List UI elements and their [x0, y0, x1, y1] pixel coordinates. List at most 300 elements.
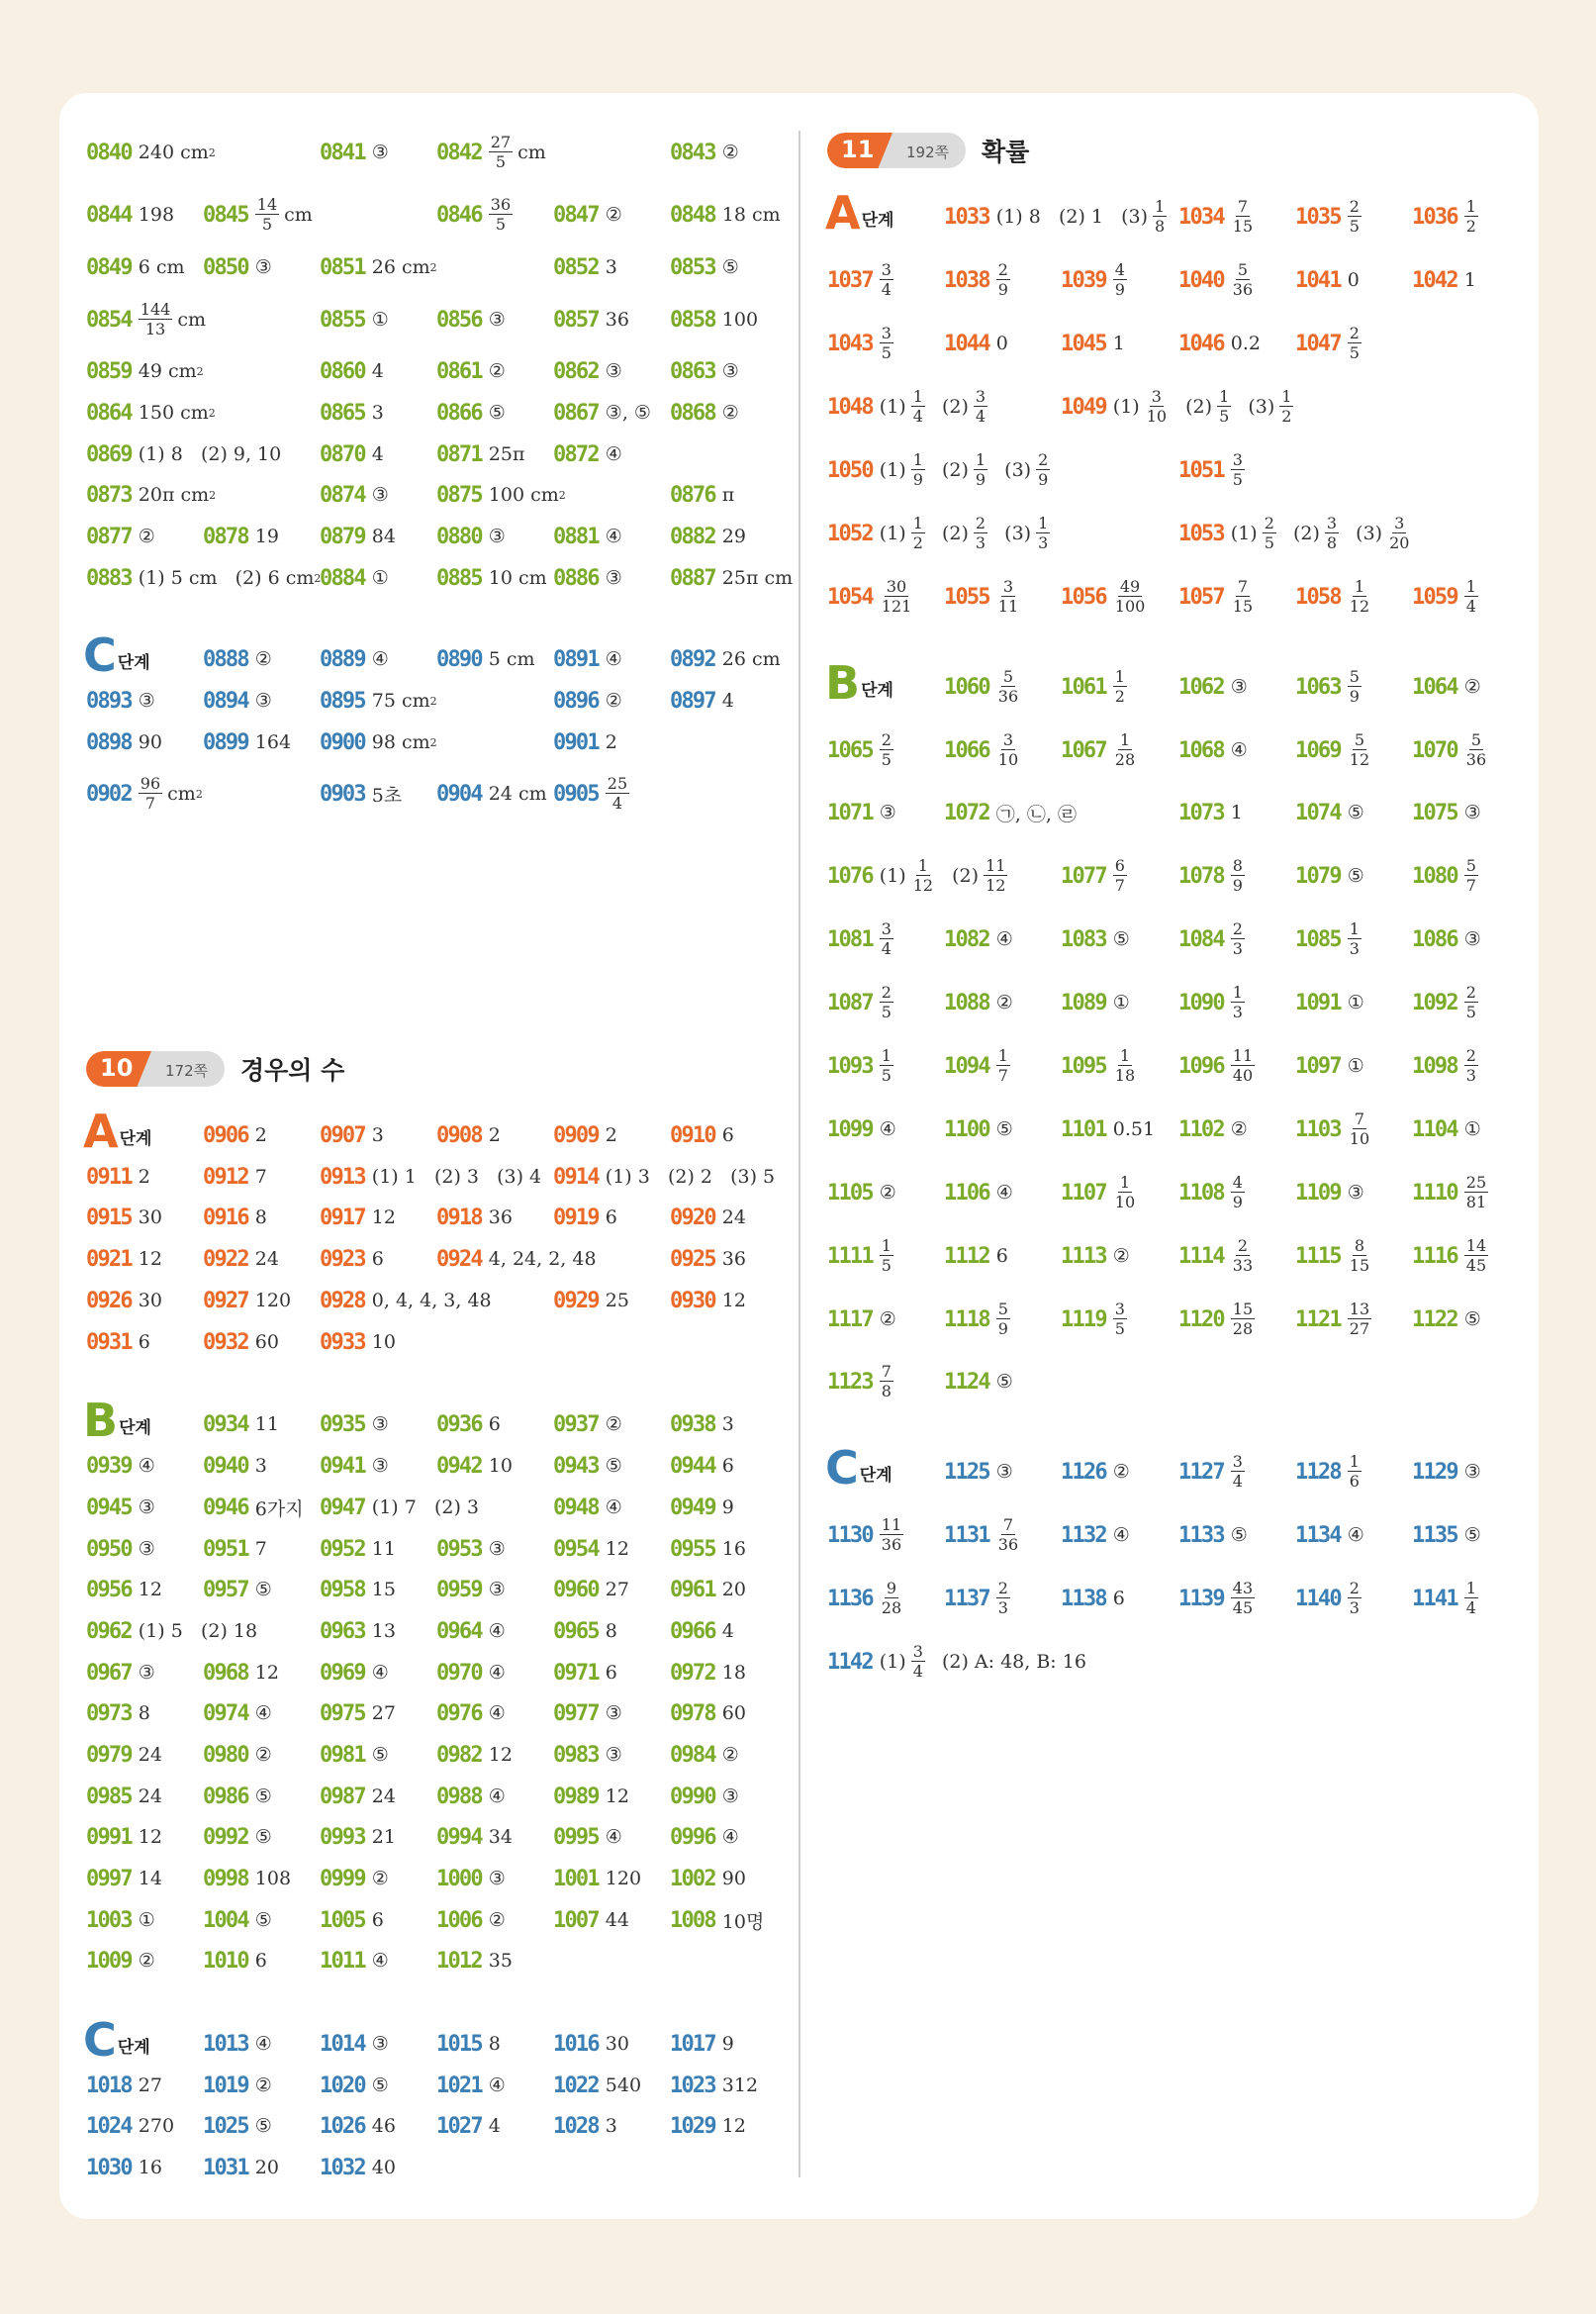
answer-1069	[1295, 730, 1371, 770]
answer-0965	[553, 1611, 617, 1651]
answer-text: ②	[1230, 1118, 1248, 1140]
fraction	[880, 1238, 893, 1274]
fraction-denominator: 27	[1349, 1319, 1370, 1338]
answer-number: 0913	[320, 1164, 365, 1190]
answer-number: 1015	[436, 2031, 482, 2057]
answer-1076	[827, 856, 1007, 896]
answer-value	[372, 731, 437, 753]
answer-text: 3	[254, 1455, 267, 1477]
answer-text: 18 cm	[721, 204, 781, 226]
answer-number: 0996	[670, 1824, 715, 1850]
fraction-numerator: 15	[1232, 1300, 1254, 1318]
answer-number: 1000	[436, 1866, 482, 1891]
answer-number: 0930	[670, 1288, 715, 1313]
answer-text: ③	[995, 1461, 1013, 1483]
answer-number: 0951	[203, 1536, 248, 1562]
answer-1125	[944, 1452, 1013, 1492]
answer-value	[139, 776, 203, 812]
answer-value	[489, 567, 547, 589]
answer-text: 3	[371, 1124, 384, 1146]
answer-text: 24	[254, 1248, 279, 1270]
answer-value	[880, 579, 914, 615]
fraction-denominator: 5	[495, 152, 507, 171]
answer-1036	[1412, 197, 1478, 237]
answer-number: 1068	[1178, 737, 1224, 763]
answer-number: 1094	[944, 1053, 989, 1079]
fraction-numerator: 1	[1232, 983, 1243, 1002]
answer-0907	[320, 1115, 384, 1155]
answer-value	[1348, 1111, 1371, 1147]
answer-0981	[320, 1735, 389, 1775]
answer-text: 164	[254, 731, 292, 753]
answer-value	[1464, 676, 1481, 698]
answer-value	[372, 1868, 389, 1889]
fraction	[1231, 1581, 1255, 1616]
answer-value	[880, 262, 893, 298]
answer-1044	[944, 324, 1008, 363]
answer-0955	[670, 1529, 746, 1569]
answer-0919	[553, 1198, 617, 1237]
answer-number: 1096	[1178, 1053, 1224, 1079]
answer-number: 1138	[1061, 1586, 1106, 1611]
answer-number: 0926	[86, 1288, 132, 1313]
answer-0927	[203, 1281, 291, 1320]
fraction	[1113, 669, 1127, 705]
answer-1045	[1061, 324, 1125, 363]
answer-number: 1118	[944, 1306, 989, 1332]
fraction-denominator: 45	[1232, 1598, 1254, 1617]
answer-number: 0977	[553, 1700, 599, 1726]
answer-value	[1113, 1175, 1137, 1210]
answer-text: 5 cm	[488, 648, 535, 670]
answer-0958	[320, 1570, 396, 1609]
answer-number: 0972	[670, 1660, 715, 1686]
answer-number: 0939	[86, 1453, 132, 1479]
fraction	[1113, 1048, 1137, 1084]
answer-0960	[553, 1570, 629, 1609]
answer-value	[722, 309, 758, 331]
answer-value	[722, 402, 739, 424]
fraction	[1231, 1302, 1255, 1337]
answer-value	[1231, 516, 1412, 551]
answer-number: 1008	[670, 1907, 715, 1933]
answer-number: 0985	[86, 1784, 132, 1809]
answer-value	[880, 1118, 896, 1140]
fraction-numerator: 5	[1465, 856, 1476, 875]
answer-value	[372, 1950, 389, 1972]
answer-0884	[320, 558, 389, 598]
answer-0973	[86, 1693, 150, 1733]
answer-0997	[86, 1859, 162, 1898]
answer-0889	[320, 639, 389, 679]
answer-number: 1024	[86, 2113, 132, 2139]
answer-number: 1082	[944, 926, 989, 952]
answer-number: 0901	[553, 729, 599, 755]
answer-value	[1113, 858, 1127, 894]
answer-1013	[203, 2024, 272, 2064]
answer-text: 24	[138, 1785, 162, 1807]
answer-text: 10	[488, 1455, 513, 1477]
answer-value	[1231, 452, 1245, 488]
answer-number: 1027	[436, 2113, 482, 2139]
answer-value	[996, 1517, 1020, 1553]
answer-number: 1055	[944, 584, 989, 610]
answer-value	[372, 1909, 384, 1931]
answer-1053	[1178, 514, 1411, 553]
answer-text: ④	[488, 1662, 506, 1684]
fraction-numerator: 1	[912, 450, 923, 469]
answer-number: 1016	[553, 2031, 599, 2057]
fraction-numerator: 1	[1465, 1579, 1476, 1597]
fraction-numerator: 3	[1151, 387, 1162, 406]
answer-0949	[670, 1488, 734, 1527]
answer-text: 12	[721, 2115, 746, 2137]
answer-value	[1113, 1588, 1125, 1609]
fraction-denominator: 3	[1349, 1598, 1360, 1617]
answer-1096	[1178, 1046, 1255, 1086]
answer-text: 6	[254, 1950, 267, 1972]
answer-number: 1124	[944, 1369, 989, 1395]
answer-value	[1464, 1461, 1481, 1483]
answer-value	[1231, 262, 1255, 298]
answer-value	[489, 1455, 513, 1477]
answer-text: ④	[138, 1455, 155, 1477]
answer-number: 0889	[320, 646, 365, 672]
answer-number: 1060	[944, 674, 989, 700]
answer-0878	[203, 517, 279, 556]
answer-1002	[670, 1859, 746, 1898]
fraction-denominator: 3	[1465, 1066, 1476, 1085]
answer-text: ③	[138, 690, 155, 712]
answer-value	[255, 2074, 272, 2096]
answer-0943	[553, 1446, 622, 1486]
answer-text: ④	[254, 2033, 272, 2055]
fraction-numerator: 8	[1232, 856, 1243, 875]
fraction-denominator: 20	[1389, 533, 1410, 552]
answer-number: 1007	[553, 1907, 599, 1933]
fraction	[1231, 199, 1255, 235]
answer-1000	[436, 1859, 506, 1898]
answer-1038	[944, 260, 1010, 300]
fraction-numerator: 2	[997, 1579, 1008, 1597]
answer-value	[139, 1496, 155, 1518]
answer-text: ④	[371, 648, 389, 670]
answer-value	[489, 360, 506, 382]
answer-1029	[670, 2106, 746, 2146]
fraction-denominator: 45	[1465, 1256, 1487, 1275]
answer-value	[489, 2115, 501, 2137]
answer-value	[372, 2074, 389, 2096]
stage-c-letter: C	[825, 1441, 859, 1494]
answer-value	[139, 1744, 162, 1766]
answer-value	[996, 800, 1077, 826]
answer-number: 0856	[436, 307, 482, 333]
answer-text: 16	[138, 2157, 162, 2178]
answer-0912	[203, 1157, 267, 1197]
answer-text: 8	[138, 1702, 150, 1724]
fraction	[984, 858, 1007, 894]
fraction	[1348, 579, 1371, 615]
fraction	[911, 452, 925, 488]
answer-text: ③	[879, 802, 896, 823]
answer-value	[1464, 1048, 1478, 1084]
fraction-numerator: 9	[886, 1579, 897, 1597]
answer-1116	[1412, 1236, 1488, 1276]
fraction	[1231, 1175, 1245, 1210]
answer-number: 0988	[436, 1784, 482, 1809]
answer-value	[139, 1826, 162, 1848]
fraction	[911, 858, 935, 894]
answer-value	[880, 1308, 896, 1330]
answer-number: 0845	[203, 202, 248, 228]
answer-value	[1231, 921, 1245, 957]
answer-value	[1231, 1524, 1248, 1546]
answer-value	[139, 1579, 162, 1600]
answer-0862	[553, 351, 622, 391]
answer-value	[255, 648, 272, 670]
answer-value	[606, 360, 622, 382]
answer-value	[722, 1206, 746, 1228]
answer-value	[722, 690, 734, 712]
answer-text: 8	[488, 2033, 501, 2055]
answer-number: 0965	[553, 1618, 599, 1644]
answer-text: 6	[995, 1245, 1008, 1267]
answer-value	[880, 1048, 893, 1084]
fraction-numerator: 3	[881, 324, 892, 342]
answer-value	[606, 1909, 629, 1931]
answer-value	[606, 1290, 629, 1311]
fraction-denominator: 5	[1465, 1003, 1476, 1021]
answer-text: ③	[1463, 802, 1481, 823]
answer-0893	[86, 681, 155, 721]
answer-number: 0915	[86, 1205, 132, 1230]
answer-value	[606, 309, 629, 331]
answer-0897	[670, 681, 734, 721]
answer-0968	[203, 1653, 279, 1692]
answer-text: ④	[1112, 1524, 1130, 1546]
answer-0966	[670, 1611, 734, 1651]
answer-number: 1035	[1295, 204, 1341, 230]
answer-value	[1113, 262, 1127, 298]
answer-text: cm	[177, 309, 206, 331]
stage-c-letter: C	[83, 628, 117, 682]
answer-0843	[670, 133, 739, 172]
answer-value	[372, 402, 384, 424]
answer-text: ②	[1463, 676, 1481, 698]
answer-number: 1078	[1178, 863, 1224, 889]
answer-text: ③	[371, 142, 389, 163]
answer-value	[139, 1331, 150, 1353]
fraction	[1348, 732, 1371, 768]
answer-value	[606, 1702, 622, 1724]
answer-1140	[1295, 1579, 1361, 1618]
answer-text: ③	[371, 484, 389, 506]
answer-0909	[553, 1115, 617, 1155]
fraction-denominator: 4	[1232, 1472, 1243, 1491]
answer-value	[489, 1826, 513, 1848]
fraction-numerator: 2	[997, 260, 1008, 279]
answer-0918	[436, 1198, 513, 1237]
answer-text: (2)	[940, 865, 980, 887]
answer-0925	[670, 1239, 746, 1279]
answer-number: 0858	[670, 307, 715, 333]
answer-value	[880, 1517, 903, 1553]
answer-0900	[320, 723, 437, 762]
answer-text: 0.2	[1230, 333, 1261, 354]
answer-0853	[670, 247, 739, 287]
fraction	[880, 985, 893, 1020]
fraction-denominator: 12	[1349, 597, 1370, 616]
fraction-denominator: 7	[144, 794, 156, 813]
answer-number: 0865	[320, 400, 365, 426]
fraction	[1348, 921, 1361, 957]
answer-1122	[1412, 1300, 1481, 1339]
answer-value	[722, 1579, 746, 1600]
answer-number: 0954	[553, 1536, 599, 1562]
answer-number: 1103	[1295, 1116, 1341, 1142]
fraction	[880, 921, 893, 957]
answer-value	[606, 1744, 622, 1766]
answer-number: 1047	[1295, 331, 1341, 356]
answer-0979	[86, 1735, 162, 1775]
answer-0920	[670, 1198, 746, 1237]
answer-value	[255, 1248, 279, 1270]
fraction-numerator: 3	[881, 919, 892, 938]
fraction-numerator: 2	[1264, 514, 1274, 532]
answer-0906	[203, 1115, 267, 1155]
answer-number: 1101	[1061, 1116, 1106, 1142]
answer-value	[372, 1744, 389, 1766]
answer-value	[1464, 802, 1481, 823]
answer-text: ④	[488, 1785, 506, 1807]
fraction	[1325, 516, 1339, 551]
fraction-denominator: 100	[1114, 597, 1146, 616]
fraction	[1231, 1048, 1255, 1084]
fraction-denominator: 9	[1114, 280, 1125, 299]
answer-text: ⑤	[1112, 928, 1130, 950]
answer-number: 1102	[1178, 1116, 1224, 1142]
answer-value	[1464, 1175, 1488, 1210]
answer-text: ⑤	[371, 1744, 389, 1766]
answer-number: 0929	[553, 1288, 599, 1313]
answer-1012	[436, 1941, 513, 1980]
fraction	[996, 262, 1010, 298]
answer-text: ⑤	[254, 1826, 272, 1848]
answer-0876	[670, 475, 734, 515]
answer-0990	[670, 1777, 739, 1816]
answer-text: 1	[1463, 269, 1476, 291]
answer-value	[489, 1124, 501, 1146]
answer-1035	[1295, 197, 1361, 237]
answer-1063	[1295, 667, 1361, 707]
answer-value	[489, 1744, 513, 1766]
answer-number: 1003	[86, 1907, 132, 1933]
answer-value	[139, 1950, 155, 1972]
answer-value	[1348, 1055, 1364, 1077]
fraction	[880, 1364, 893, 1399]
answer-value	[880, 921, 893, 957]
answer-value	[1113, 1048, 1137, 1084]
answer-text: 36	[488, 1206, 513, 1228]
answer-text: ④	[605, 443, 622, 465]
fraction-denominator: 3	[1038, 533, 1049, 552]
answer-value	[880, 1364, 893, 1399]
answer-value	[1113, 992, 1130, 1013]
answer-value	[722, 484, 735, 506]
fraction	[1113, 579, 1148, 615]
answer-number: 0940	[203, 1453, 248, 1479]
answer-number: 1076	[827, 863, 873, 889]
answer-number: 0938	[670, 1411, 715, 1437]
answer-text: 10 cm	[488, 567, 547, 589]
answer-0986	[203, 1777, 272, 1816]
answer-1104	[1412, 1109, 1481, 1149]
answer-text: ①	[1347, 1055, 1364, 1077]
answer-number: 0905	[553, 781, 599, 807]
fraction-numerator: 96	[140, 774, 161, 793]
answer-text: ②	[879, 1308, 896, 1330]
answer-1133	[1178, 1515, 1248, 1555]
answer-1087	[827, 983, 893, 1022]
fraction	[1348, 199, 1361, 235]
answer-text: ⑤	[605, 1455, 622, 1477]
answer-text: ④	[879, 1118, 896, 1140]
answer-number: 1131	[944, 1522, 989, 1548]
answer-number: 0973	[86, 1700, 132, 1726]
answer-1019	[203, 2066, 272, 2105]
answer-number: 1065	[827, 737, 873, 763]
answer-value	[255, 1455, 267, 1477]
answer-value	[1348, 732, 1371, 768]
fraction-numerator: 2	[1349, 324, 1360, 342]
answer-text: (1) 1 (2) 3 (3) 4	[371, 1166, 542, 1188]
answer-value	[1113, 1302, 1127, 1337]
answer-text: 2	[488, 1124, 501, 1146]
fraction-numerator: 7	[881, 1362, 892, 1381]
fraction-numerator: 1	[1038, 514, 1049, 532]
answer-value	[1348, 326, 1361, 361]
answer-number: 0852	[553, 254, 599, 280]
answer-0902	[86, 774, 203, 814]
answer-1131	[944, 1515, 1020, 1555]
answer-value	[722, 2033, 734, 2055]
answer-number: 1113	[1061, 1243, 1106, 1269]
answer-number: 1058	[1295, 584, 1341, 610]
fraction-denominator: 4	[881, 939, 892, 958]
answer-1066	[944, 730, 1020, 770]
answer-text: 240 cm	[138, 142, 209, 163]
answer-text: 6	[371, 1909, 384, 1931]
fraction-numerator: 11	[1232, 1046, 1254, 1065]
answer-1101	[1061, 1109, 1155, 1149]
answer-text: ⑤	[254, 1785, 272, 1807]
answer-number: 1064	[1412, 674, 1457, 700]
fraction-numerator: 7	[1354, 1109, 1365, 1128]
answer-value	[1231, 579, 1255, 615]
answer-text: 49 cm	[138, 360, 197, 382]
answer-text: 312	[721, 2074, 759, 2096]
answer-number: 1014	[320, 2031, 365, 2057]
fraction-numerator: 1	[1349, 919, 1360, 938]
fraction-numerator: 2	[1237, 1236, 1249, 1255]
answer-text: ⑤	[995, 1371, 1013, 1393]
answer-number: 1125	[944, 1459, 989, 1485]
fraction-numerator: 13	[1349, 1300, 1370, 1318]
answer-text: 7	[254, 1538, 267, 1560]
answer-text: ③	[1463, 1461, 1481, 1483]
answer-value	[996, 1182, 1013, 1204]
answer-text: ①	[138, 1909, 155, 1931]
